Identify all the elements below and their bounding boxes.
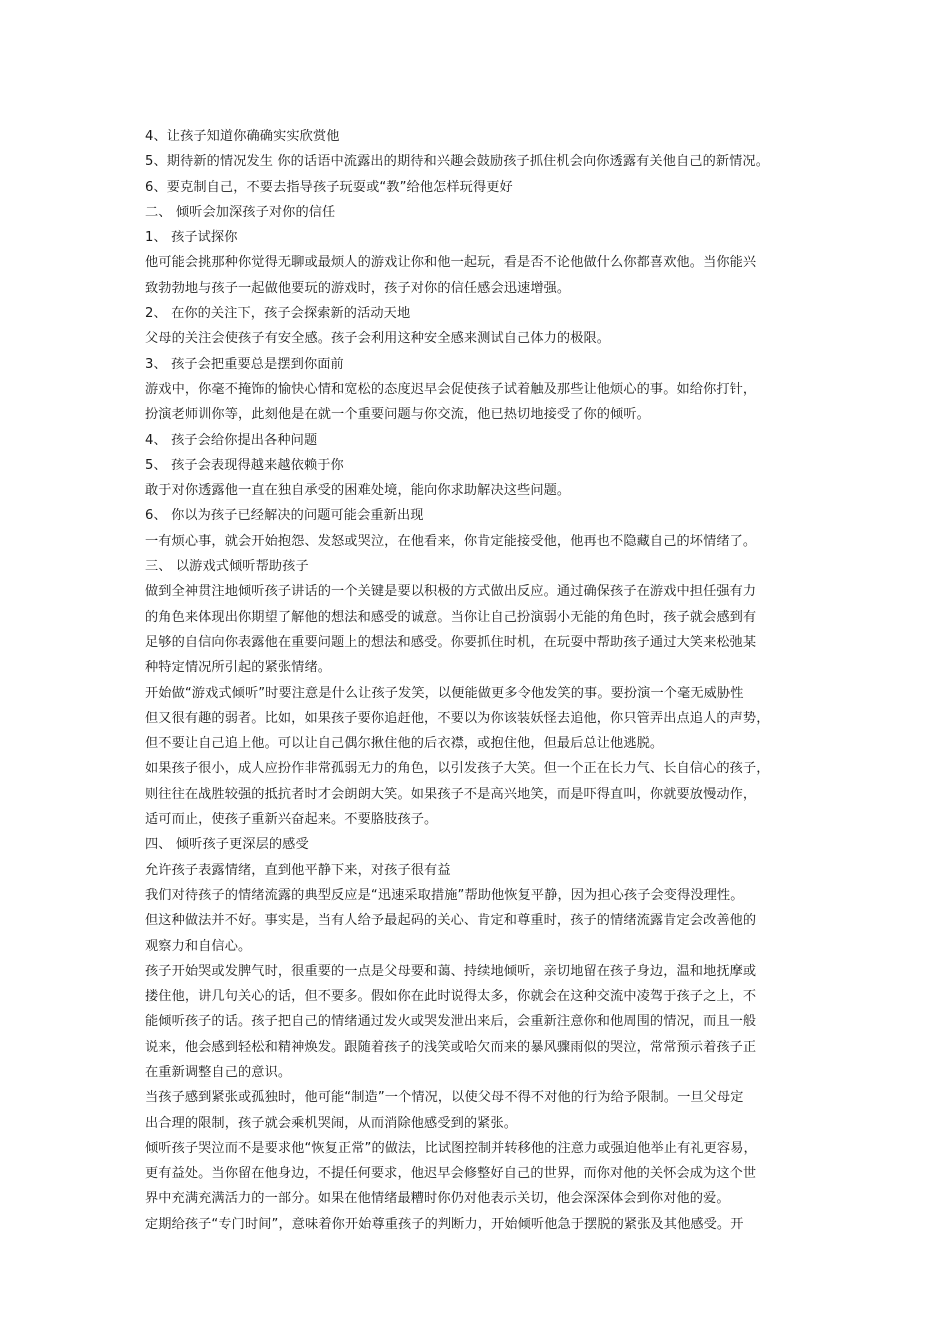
paragraph-line: 适可而止，使孩子重新兴奋起来。不要胳肢孩子。 [145, 812, 438, 828]
paragraph-line: 一有烦心事，就会开始抱怨、发怒或哭泣，在他看来，你肯定能接受他，他再也不隐藏自己的坏情绪了。 [145, 533, 757, 549]
paragraph-line: 足够的自信向你表露他在重要问题上的想法和感受。你要抓住时机，在玩耍中帮助孩子通过大笑来松弛某 [145, 634, 757, 650]
paragraph-line: 界中充满充满活力的一部分。如果在他情绪最糟时你仍对他表示关切，他会深深体会到你对他的爱。 [145, 1191, 730, 1207]
paragraph-line: 搂住他，讲几句关心的话，但不要多。假如你在此时说得太多，你就会在这种交流中凌驾于孩子之上，不 [145, 989, 757, 1005]
subheading-explore-new-activities: 2、 在你的关注下，孩子会探索新的活动天地 [145, 306, 411, 322]
list-item-self-restraint: 6、要克制自己，不要去指导孩子玩耍或“教”给他怎样玩得更好 [145, 179, 513, 195]
paragraph-line: 孩子开始哭或发脾气时，很重要的一点是父母要和蔼、持续地倾听，亲切地留在孩子身边，温和地抚摩或 [145, 963, 757, 979]
list-item-expect-new-situation: 5、期待新的情况发生 你的话语中流露出的期待和兴趣会鼓励孩子抓住机会向你透露有关他自己的新情况。 [145, 154, 770, 170]
paragraph-line: 种特定情况所引起的紧张情绪。 [145, 660, 332, 676]
section-heading-2: 二、 倾听会加深孩子对你的信任 [145, 204, 336, 220]
paragraph-line: 我们对待孩子的情绪流露的典型反应是“迅速采取措施”帮助他恢复平静，因为担心孩子会变得没理性。 [145, 887, 744, 903]
paragraph-line: 开始做“游戏式倾听”时要注意是什么让孩子发笑，以便能做更多令他发笑的事。要扮演一个毫无威胁性 [145, 685, 744, 701]
paragraph-line: 倾听孩子哭泣而不是要求他“恢复正常”的做法，比试图控制并转移他的注意力或强迫他举止有礼更容易， [145, 1140, 757, 1156]
paragraph-line: 说来，他会感到轻松和精神焕发。跟随着孩子的浅笑或哈欠而来的暴风骤雨似的哭泣，常常预示着孩子正 [145, 1039, 757, 1055]
subheading-child-tests-you: 1、 孩子试探你 [145, 230, 238, 246]
subheading-problems-reappear: 6、 你以为孩子已经解决的问题可能会重新出现 [145, 508, 424, 524]
paragraph-line: 则往往在战胜较强的抵抗者时才会朗朗大笑。如果孩子不是高兴地笑，而是吓得直叫，你就要放慢动作， [145, 786, 757, 802]
paragraph-line: 观察力和自信心。 [145, 938, 252, 954]
paragraph-line: 父母的关注会使孩子有安全感。孩子会利用这种安全感来测试自己体力的极限。 [145, 331, 611, 347]
paragraph-line: 扮演老师训你等，此刻他是在就一个重要问题与你交流，他已热切地接受了你的倾听。 [145, 407, 650, 423]
paragraph-line: 但不要让自己追上他。可以让自己偶尔揪住他的后衣襟，或抱住他，但最后总让他逃脱。 [145, 736, 664, 752]
list-item-appreciate-child: 4、让孩子知道你确确实实欣赏他 [145, 129, 340, 144]
document-body [145, 124, 817, 1237]
paragraph-line: 在重新调整自己的意识。 [145, 1064, 292, 1080]
paragraph-line: 更有益处。当你留在他身边，不提任何要求，他迟早会修整好自己的世界，而你对他的关怀会成为这个世 [145, 1166, 757, 1182]
paragraph-line: 但这种做法并不好。事实是，当有人给予最起码的关心、肯定和尊重时，孩子的情绪流露肯定会改善他的 [145, 913, 757, 929]
paragraph-line: 能倾听孩子的话。孩子把自己的情绪通过发火或哭发泄出来后，会重新注意你和他周围的情况，而且一般 [145, 1014, 757, 1030]
paragraph-line: 的角色来体现出你期望了解他的想法和感受的诚意。当你让自己扮演弱小无能的角色时，孩子就会感到有 [145, 609, 757, 625]
subheading-allow-emotions: 允许孩子表露情绪，直到他平静下来，对孩子很有益 [145, 862, 451, 878]
subheading-depend-on-you: 5、 孩子会表现得越来越依赖于你 [145, 457, 344, 473]
paragraph-line: 当孩子感到紧张或孤独时，他可能“制造”一个情况，以使父母不得不对他的行为给予限制。一旦父母定 [145, 1090, 744, 1106]
paragraph-line: 他可能会挑那种你觉得无聊或最烦人的游戏让你和他一起玩，看是否不论他做什么你都喜欢他。当你能兴 [145, 255, 757, 271]
subheading-important-issues: 3、 孩子会把重要总是摆到你面前 [145, 356, 344, 372]
paragraph-line: 如果孩子很小，成人应扮作非常孤弱无力的角色，以引发孩子大笑。但一个正在长力气、长自信心的孩子， [145, 761, 770, 777]
paragraph-line: 致勃勃地与孩子一起做他要玩的游戏时，孩子对你的信任感会迅速增强。 [145, 280, 571, 296]
subheading-ask-questions: 4、 孩子会给你提出各种问题 [145, 432, 318, 448]
paragraph-line: 定期给孩子“专门时间”，意味着你开始尊重孩子的判断力，开始倾听他急于摆脱的紧张及其他感受。开 [145, 1216, 744, 1232]
paragraph-line: 敢于对你透露他一直在独自承受的困难处境，能向你求助解决这些问题。 [145, 483, 571, 499]
paragraph-line: 出合理的限制，孩子就会乘机哭闹，从而消除他感受到的紧张。 [145, 1115, 518, 1131]
paragraph-line: 做到全神贯注地倾听孩子讲话的一个关键是要以积极的方式做出反应。通过确保孩子在游戏中担任强有力 [145, 584, 757, 600]
section-heading-4: 四、 倾听孩子更深层的感受 [145, 837, 309, 853]
paragraph-line: 但又很有趣的弱者。比如，如果孩子要你追赶他，不要以为你该装妖怪去追他，你只管弄出点追人的声势， [145, 710, 770, 726]
paragraph-line: 游戏中，你毫不掩饰的愉快心情和宽松的态度迟早会促使孩子试着触及那些让他烦心的事。如给你打针， [145, 381, 757, 397]
section-heading-3: 三、 以游戏式倾听帮助孩子 [145, 559, 309, 575]
